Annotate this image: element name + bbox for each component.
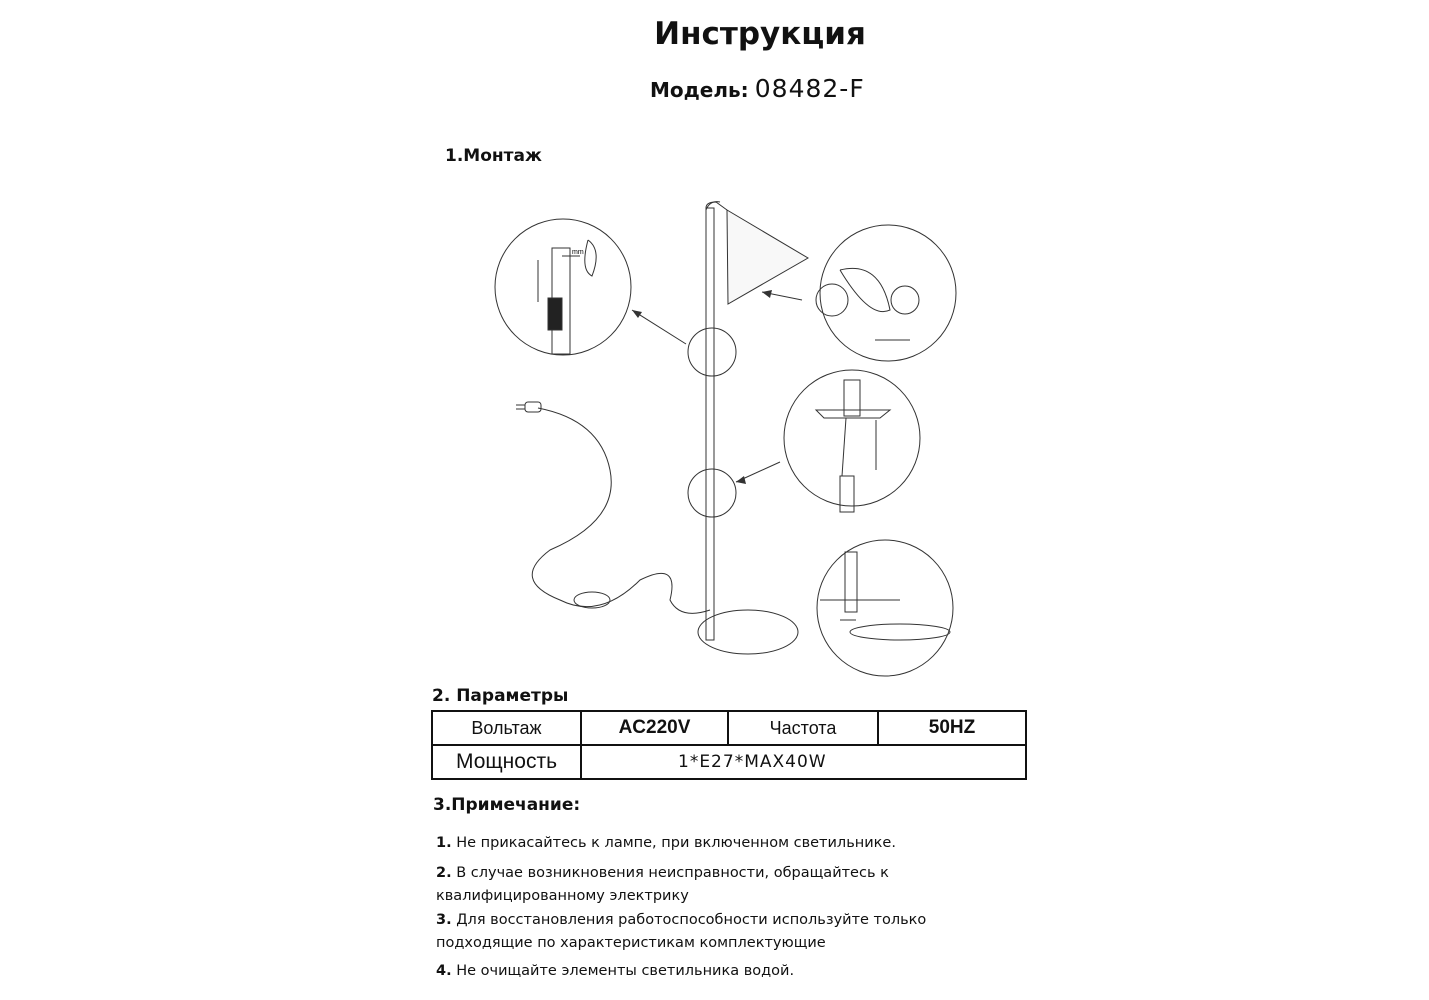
detail-circle-bulb <box>820 225 956 361</box>
power-cable <box>532 408 710 613</box>
frequency-value-cell: 50HZ <box>878 711 1026 745</box>
power-label-cell: Мощность <box>432 745 581 779</box>
joint-circle-lower <box>688 469 736 517</box>
detail-mm-label: mm <box>572 249 584 256</box>
joint-circle-upper <box>688 328 736 376</box>
assembly-diagram <box>480 180 960 680</box>
voltage-label-cell: Вольтаж <box>432 711 581 745</box>
table-row <box>432 711 1026 745</box>
document-title: Инструкция <box>654 16 866 52</box>
note-item: 3. Для восстановления работоспособности используйте только подходящие по характеристикам комплектующие <box>436 912 927 951</box>
note-item: 1. Не прикасайтесь к лампе, при включенном светильнике. <box>436 835 896 851</box>
lamp-pole <box>706 208 714 640</box>
model-label: Модель: <box>650 78 749 102</box>
model-number: 08482-F <box>754 74 865 103</box>
section-mounting-title: 1.Монтаж <box>445 146 542 166</box>
detail-circle-socket <box>784 370 920 506</box>
lamp-base <box>698 610 798 654</box>
note-item: 2. В случае возникновения неисправности, обращайтесь к квалифицированному электрику <box>436 865 889 904</box>
note-item: 4. Не очищайте элементы светильника водой. <box>436 963 795 979</box>
power-value-cell: 1*E27*MAX40W <box>581 745 1026 779</box>
model-line <box>650 74 865 103</box>
frequency-label-cell: Частота <box>728 711 878 745</box>
section-params-title: 2. Параметры <box>432 686 569 706</box>
voltage-value-cell: AC220V <box>581 711 728 745</box>
section-notes-title: 3.Примечание: <box>433 795 581 815</box>
foot-switch <box>574 592 610 608</box>
detail-circle-pole-joint <box>495 219 631 355</box>
parameters-table <box>431 710 1027 780</box>
lamp-shade <box>727 210 808 304</box>
detail-circle-base <box>817 540 953 676</box>
table-row <box>432 745 1026 779</box>
